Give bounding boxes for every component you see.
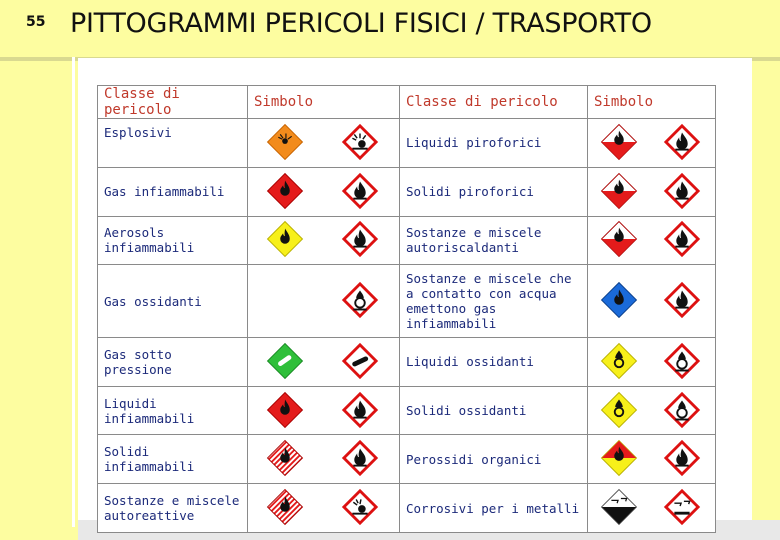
red-flame-icon — [266, 391, 306, 431]
ghs-flame-icon — [663, 220, 703, 260]
hazard-class-left: Gas ossidanti — [98, 265, 248, 338]
hazard-class-right: Sostanze e miscele autoriscaldanti — [400, 216, 588, 265]
table-row — [98, 337, 716, 386]
ghs-flame-icon — [341, 391, 381, 431]
hazard-class-right: Perossidi organici — [400, 435, 588, 484]
hazard-class-left: Sostanze e miscele autoreattive — [98, 484, 248, 533]
ghs-flame-icon — [341, 220, 381, 260]
red-white-flame-icon — [600, 172, 640, 212]
yellow-oxidizer-icon — [600, 391, 640, 431]
ghs-oxidizer-icon — [663, 391, 703, 431]
striped-flame-icon — [266, 488, 306, 528]
hazard-class-left: Esplosivi — [98, 119, 248, 168]
symbol-cell-left — [248, 337, 400, 386]
left-divider — [72, 57, 75, 527]
yellow-flame-icon — [266, 220, 306, 260]
symbol-cell-left — [248, 119, 400, 168]
ghs-oxidizer-icon — [663, 342, 703, 382]
hazard-class-left: Gas infiammabili — [98, 167, 248, 216]
hazard-class-left: Liquidi infiammabili — [98, 386, 248, 435]
ghs-flame-icon — [341, 172, 381, 212]
symbol-cell-right — [588, 119, 716, 168]
blue-flame-icon — [600, 281, 640, 321]
table-row — [98, 167, 716, 216]
header-class-left: Classe di pericolo — [98, 86, 248, 119]
hazard-class-left: Aerosols infiammabili — [98, 216, 248, 265]
red-white-flame-icon — [600, 220, 640, 260]
ghs-flame-icon — [341, 439, 381, 479]
hazard-class-right: Liquidi piroforici — [400, 119, 588, 168]
yellow-oxidizer-icon — [600, 342, 640, 382]
slide-title: PITTOGRAMMI PERICOLI FISICI / TRASPORTO — [70, 8, 652, 39]
ghs-oxidizer-icon — [341, 281, 381, 321]
hazard-class-right: Corrosivi per i metalli — [400, 484, 588, 533]
hazard-class-right: Sostanze e miscele che a contatto con acqua emettono gas infiammabili — [400, 265, 588, 338]
table-row — [98, 435, 716, 484]
header-symbol-left: Simbolo — [248, 86, 400, 119]
table-row — [98, 386, 716, 435]
symbol-cell-right — [588, 337, 716, 386]
orange-explosive-icon — [266, 123, 306, 163]
ghs-explosive-icon — [341, 123, 381, 163]
table-row — [98, 265, 716, 338]
table-row — [98, 119, 716, 168]
symbol-cell-right — [588, 435, 716, 484]
header-class-right: Classe di pericolo — [400, 86, 588, 119]
symbol-cell-left — [248, 216, 400, 265]
symbol-cell-right — [588, 216, 716, 265]
ghs-flame-explosive-icon — [341, 488, 381, 528]
hazard-class-left: Gas sotto pressione — [98, 337, 248, 386]
header-row — [98, 86, 716, 119]
symbol-cell-right — [588, 386, 716, 435]
symbol-cell-left — [248, 167, 400, 216]
empty-symbol — [266, 281, 306, 321]
hazard-class-right: Solidi piroforici — [400, 167, 588, 216]
ghs-flame-icon — [663, 281, 703, 321]
symbol-cell-left — [248, 484, 400, 533]
symbol-cell-right — [588, 484, 716, 533]
red-white-flame-icon — [600, 123, 640, 163]
symbol-cell-right — [588, 265, 716, 338]
table-row — [98, 484, 716, 533]
hazard-table — [97, 85, 716, 533]
organic-peroxide-icon — [600, 439, 640, 479]
slide-number: 55 — [26, 14, 46, 30]
ghs-corrosive-icon — [663, 488, 703, 528]
ghs-flame-icon — [663, 439, 703, 479]
ghs-gas-cylinder-icon — [341, 342, 381, 382]
symbol-cell-left — [248, 386, 400, 435]
symbol-cell-left — [248, 435, 400, 484]
ghs-flame-icon — [663, 123, 703, 163]
ghs-flame-icon — [663, 172, 703, 212]
hazard-class-right: Liquidi ossidanti — [400, 337, 588, 386]
symbol-cell-right — [588, 167, 716, 216]
striped-flame-icon — [266, 439, 306, 479]
header-symbol-right: Simbolo — [588, 86, 716, 119]
symbol-cell-left — [248, 265, 400, 338]
red-flame-icon — [266, 172, 306, 212]
table-row — [98, 216, 716, 265]
corrosive-icon — [600, 488, 640, 528]
hazard-class-right: Solidi ossidanti — [400, 386, 588, 435]
hazard-class-left: Solidi infiammabili — [98, 435, 248, 484]
green-cylinder-icon — [266, 342, 306, 382]
